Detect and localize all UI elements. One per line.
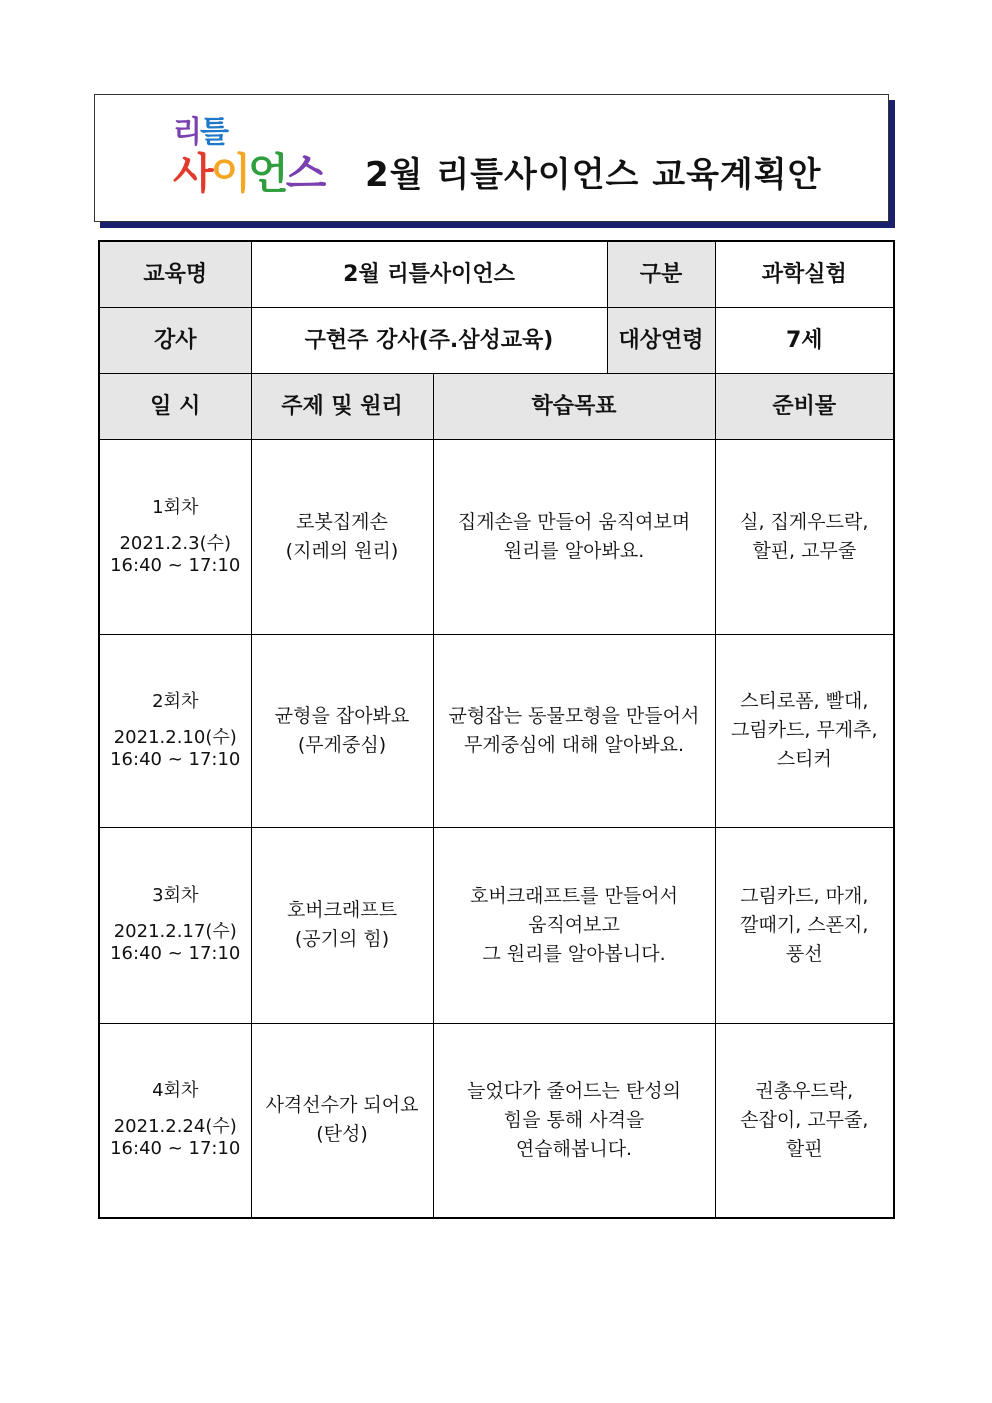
session-date: 2021.2.10(수) <box>113 726 237 748</box>
session-goal-line: 힘을 통해 사격을 <box>503 1108 645 1131</box>
session-goal-line: 연습해봅니다. <box>515 1137 633 1160</box>
session-goal-line: 움직여보고 <box>528 913 620 936</box>
session-goal-line: 무게중심에 대해 알아봐요. <box>464 733 685 756</box>
session-date-cell <box>99 634 251 827</box>
session-topic-line: (무게중심) <box>297 733 387 756</box>
session-materials <box>715 1023 894 1218</box>
session-row <box>99 439 894 634</box>
session-topic <box>251 827 433 1023</box>
page-title: 2월 리틀사이언스 교육계획안 <box>365 155 822 195</box>
session-goal-line: 원리를 알아봐요. <box>503 539 645 562</box>
edu-name-label: 교육명 <box>99 241 251 307</box>
education-plan-table <box>98 240 895 1219</box>
session-date-cell <box>99 827 251 1023</box>
session-goal <box>433 1023 715 1218</box>
session-topic-line: 사격선수가 되어요 <box>265 1094 419 1117</box>
info-row-1 <box>99 241 894 307</box>
session-materials-line: 할핀, 고무줄 <box>752 539 857 562</box>
age-label: 대상연령 <box>607 307 715 373</box>
session-date: 2021.2.24(수) <box>113 1116 237 1138</box>
session-materials-line: 실, 집게우드락, <box>740 510 869 533</box>
edu-name-value: 2월 리틀사이언스 <box>251 241 607 307</box>
logo-top-text <box>173 115 227 151</box>
session-time: 16:40 ~ 17:10 <box>110 554 241 576</box>
little-science-logo <box>173 115 343 205</box>
col-date: 일 시 <box>99 373 251 439</box>
session-topic <box>251 634 433 827</box>
session-topic-line: (공기의 힘) <box>294 928 390 950</box>
session-date: 2021.2.17(수) <box>113 921 237 942</box>
session-date: 2021.2.3(수) <box>119 532 232 554</box>
session-row <box>99 634 894 827</box>
category-value: 과학실험 <box>715 241 894 307</box>
header-box <box>94 94 889 222</box>
logo-letter: 사 <box>173 149 211 198</box>
session-topic-line: 균형을 잡아봐요 <box>274 704 410 727</box>
session-topic <box>251 1023 433 1218</box>
session-materials-line: 그림카드, 마개, <box>740 884 869 907</box>
logo-letter: 언 <box>248 149 286 198</box>
session-time: 16:40 ~ 17:10 <box>110 748 241 770</box>
session-time: 16:40 ~ 17:10 <box>110 943 241 964</box>
session-materials-line: 권총우드락, <box>755 1079 854 1102</box>
session-materials-line: 그림카드, 무게추, <box>730 719 878 741</box>
info-row-2 <box>99 307 894 373</box>
col-goal: 학습목표 <box>433 373 715 439</box>
session-date-cell <box>99 439 251 634</box>
logo-letter: 스 <box>285 149 324 198</box>
session-materials-line: 스티로폼, 빨대, <box>740 690 869 712</box>
session-row <box>99 827 894 1023</box>
session-topic-line: 로봇집게손 <box>296 510 388 533</box>
session-topic-line: (탄성) <box>316 1123 368 1146</box>
session-goal <box>433 827 715 1023</box>
logo-letter: 틀 <box>199 115 227 150</box>
col-materials: 준비물 <box>715 373 894 439</box>
column-header-row <box>99 373 894 439</box>
logo-letter: 리 <box>173 115 200 150</box>
session-goal-line: 호버크래프트를 만들어서 <box>470 884 678 907</box>
session-number: 2회차 <box>152 690 199 712</box>
session-materials-line: 스티커 <box>776 748 832 770</box>
col-topic: 주제 및 원리 <box>251 373 433 439</box>
session-materials-line: 할핀 <box>785 1137 823 1160</box>
session-topic-line: 호버크래프트 <box>286 899 398 921</box>
session-number: 1회차 <box>152 496 199 518</box>
session-goal-line: 집게손을 만들어 움직여보며 <box>457 510 691 533</box>
session-materials <box>715 827 894 1023</box>
logo-bottom-text <box>173 149 323 199</box>
session-date-cell <box>99 1023 251 1218</box>
session-goal <box>433 634 715 827</box>
instructor-value: 구현주 강사(주.삼성교육) <box>251 307 607 373</box>
session-topic <box>251 439 433 634</box>
session-goal-line: 늘었다가 줄어드는 탄성의 <box>467 1079 681 1102</box>
session-rows <box>99 439 894 1218</box>
session-number: 3회차 <box>152 885 199 906</box>
session-number: 4회차 <box>152 1080 199 1102</box>
session-topic-line: (지레의 원리) <box>285 539 399 562</box>
session-goal <box>433 439 715 634</box>
instructor-label: 강사 <box>99 307 251 373</box>
session-materials-line: 깔때기, 스폰지, <box>740 913 869 936</box>
session-materials <box>715 634 894 827</box>
session-materials <box>715 439 894 634</box>
session-time: 16:40 ~ 17:10 <box>110 1138 241 1160</box>
session-goal-line: 그 원리를 알아봅니다. <box>482 942 666 965</box>
logo-letter: 이 <box>210 149 249 198</box>
age-value: 7세 <box>715 307 894 373</box>
session-goal-line: 균형잡는 동물모형을 만들어서 <box>448 704 700 727</box>
session-materials-line: 손잡이, 고무줄, <box>740 1108 869 1131</box>
session-row <box>99 1023 894 1218</box>
session-materials-line: 풍선 <box>785 942 823 965</box>
category-label: 구분 <box>607 241 715 307</box>
